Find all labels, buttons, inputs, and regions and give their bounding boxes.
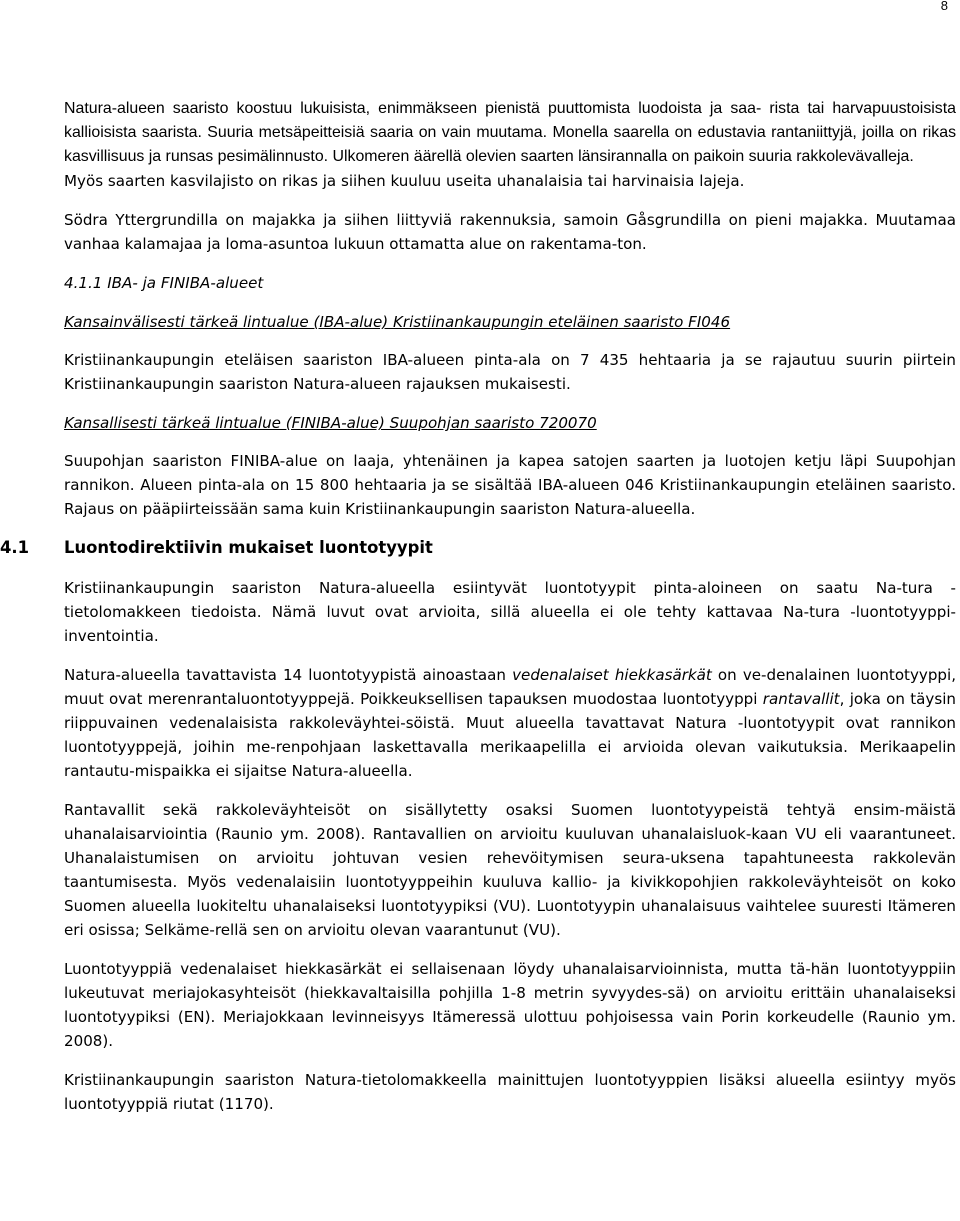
- paragraph-lighthouse: Södra Yttergrundilla on majakka ja siihen liittyviä rakennuksia, samoin Gåsgrundilla on pieni majakka. Muutamaa vanhaa kalamajaa ja loma-asuntoa lukuun ottamatta alue on rakentama-ton.: [64, 211, 956, 253]
- paragraph-line: rista tai harvapuustoisista kallioisista saarista. Suuria metsäpeitteisiä saaria on vain muutama.: [64, 100, 956, 141]
- paragraph-line: Natura-alueen saaristo koostuu lukuisista, enimmäkseen pienistä puuttomista luodoista ja saa-: [64, 100, 762, 117]
- emphasis-sandbanks: vedenalaiset hiekkasärkät: [512, 666, 712, 684]
- subsection-heading: 4.1.1 IBA- ja FINIBA-alueet: [64, 274, 264, 292]
- page-number: 8: [940, 0, 948, 13]
- paragraph-iba: Kristiinankaupungin eteläisen saariston IBA-alueen pinta-ala on 7 435 hehtaaria ja se rajautuu suurin piirtein Kristiinankaupungin saariston Natura-alueen rajauksen mukaisesti.: [64, 351, 956, 393]
- emphasis-shore-ridges: rantavallit: [762, 690, 840, 708]
- finiba-heading: Kansallisesti tärkeä lintualue (FINIBA-alue) Suupohjan saaristo 720070: [64, 414, 597, 432]
- document-body: [0, 97, 957, 1131]
- paragraph-finiba: Suupohjan saariston FINIBA-alue on laaja, yhtenäinen ja kapea satojen saarten ja luotojen ketju läpi Suupohjan rannikon. Alueen pinta-ala on 15 800 hehtaaria ja se sisältää IBA-alueen 046 Kristiinankaupungin eteläinen saaristo. Rajaus on pääpiirteissään sama kuin Kristiinankaupungin saariston Natura-alueella.: [64, 452, 956, 518]
- paragraph-flora: Myös saarten kasvilajisto on rikas ja siihen kuuluu useita uhanalaisia tai harvinaisia lajeja.: [64, 172, 745, 190]
- text-run: on ve-denalainen luontotyyppi, muut ovat merenrantaluontotyyppejä. Poikkeuksellisen tapauksen muodostaa luontotyyppi: [64, 666, 956, 708]
- paragraph-line: Ulkomeren äärellä olevien saarten länsirannalla on paikoin suuria rakkolevävalleja.: [332, 148, 914, 165]
- paragraph-habitat-types: Kristiinankaupungin saariston Natura-alueella esiintyvät luontotyypit pinta-aloineen on saatu Na-tura -tietolomakkeen tiedoista. Nämä luvut ovat arvioita, sillä alueella ei ole tehty kattavaa Na-tura -luontotyyppi-inventointia.: [64, 579, 956, 645]
- paragraph-line: Monella saarella on edustavia rantaniittyjä, joilla on rikas kasvillisuus ja runsas pesimälinnusto.: [64, 124, 957, 165]
- paragraph-sandbanks: Luontotyyppiä vedenalaiset hiekkasärkät ei sellaisenaan löydy uhanalaisarvioinnista, mutta tä-hän luontotyyppiin lukeutuvat meriajokasyhteisöt (hiekkavaltaisilla pohjilla 1-8 metrin syvyydes-sä) on arvioitu erittäin uhanalaiseksi luontotyypiksi (EN). Meriajokkaan levinneisyys Itämeressä ulottuu pohjoisessa vain Porin korkeudelle (Raunio ym. 2008).: [64, 960, 956, 1050]
- paragraph-archipelago: [64, 97, 956, 169]
- iba-heading: Kansainvälisesti tärkeä lintualue (IBA-alue) Kristiinankaupungin eteläinen saaristo FI046: [64, 313, 731, 331]
- section-number: 4.1: [0, 538, 30, 557]
- paragraph-reefs: Kristiinankaupungin saariston Natura-tietolomakkeella mainittujen luontotyyppien lisäksi alueella esiintyy myös luontotyyppiä riutat (1170).: [64, 1071, 956, 1113]
- text-run: Natura-alueella tavattavista 14 luontotyypistä ainoastaan: [64, 666, 513, 684]
- section-heading: [0, 536, 956, 560]
- paragraph-underwater: [64, 663, 956, 783]
- paragraph-red-list: Rantavallit sekä rakkoleväyhteisöt on sisällytetty osaksi Suomen luontotyypeistä tehtyä ensim-mäistä uhanalaisarviointia (Raunio ym. 2008). Rantavallien on arvioitu kuuluvan uhanalaisluok-kaan VU eli vaarantuneet. Uhanalaistumisen on arvioitu johtuvan vesien rehevöitymisen seura-uksena tapahtuneesta rakkolevän taantumisesta. Myös vedenalaisiin luontotyyppeihin kuuluva kallio- ja kivikkopohjien rakkoleväyhteisöt on koko Suomen alueella luokiteltu uhanalaiseksi luontotyypiksi (VU). Luontotyypin uhanalaisuus vaihtelee suuresti Itämeren eri osissa; Selkäme-rellä sen on arvioitu olevan vaarantunut (VU).: [64, 801, 956, 939]
- text-run: , joka on täysin riippuvainen vedenalaisista rakkoleväyhtei-söistä. Muut alueella tavattavat Natura -luontotyypit ovat rannikon luontotyyppejä, joihin me-renpohjaan laskettavalla merikaapelilla ei arvioida olevan vaikutuksia. Merikaapelin rantautu-mispaikka ei sijaitse Natura-alueella.: [64, 690, 956, 780]
- section-title: Luontodirektiivin mukaiset luontotyypit: [64, 538, 433, 557]
